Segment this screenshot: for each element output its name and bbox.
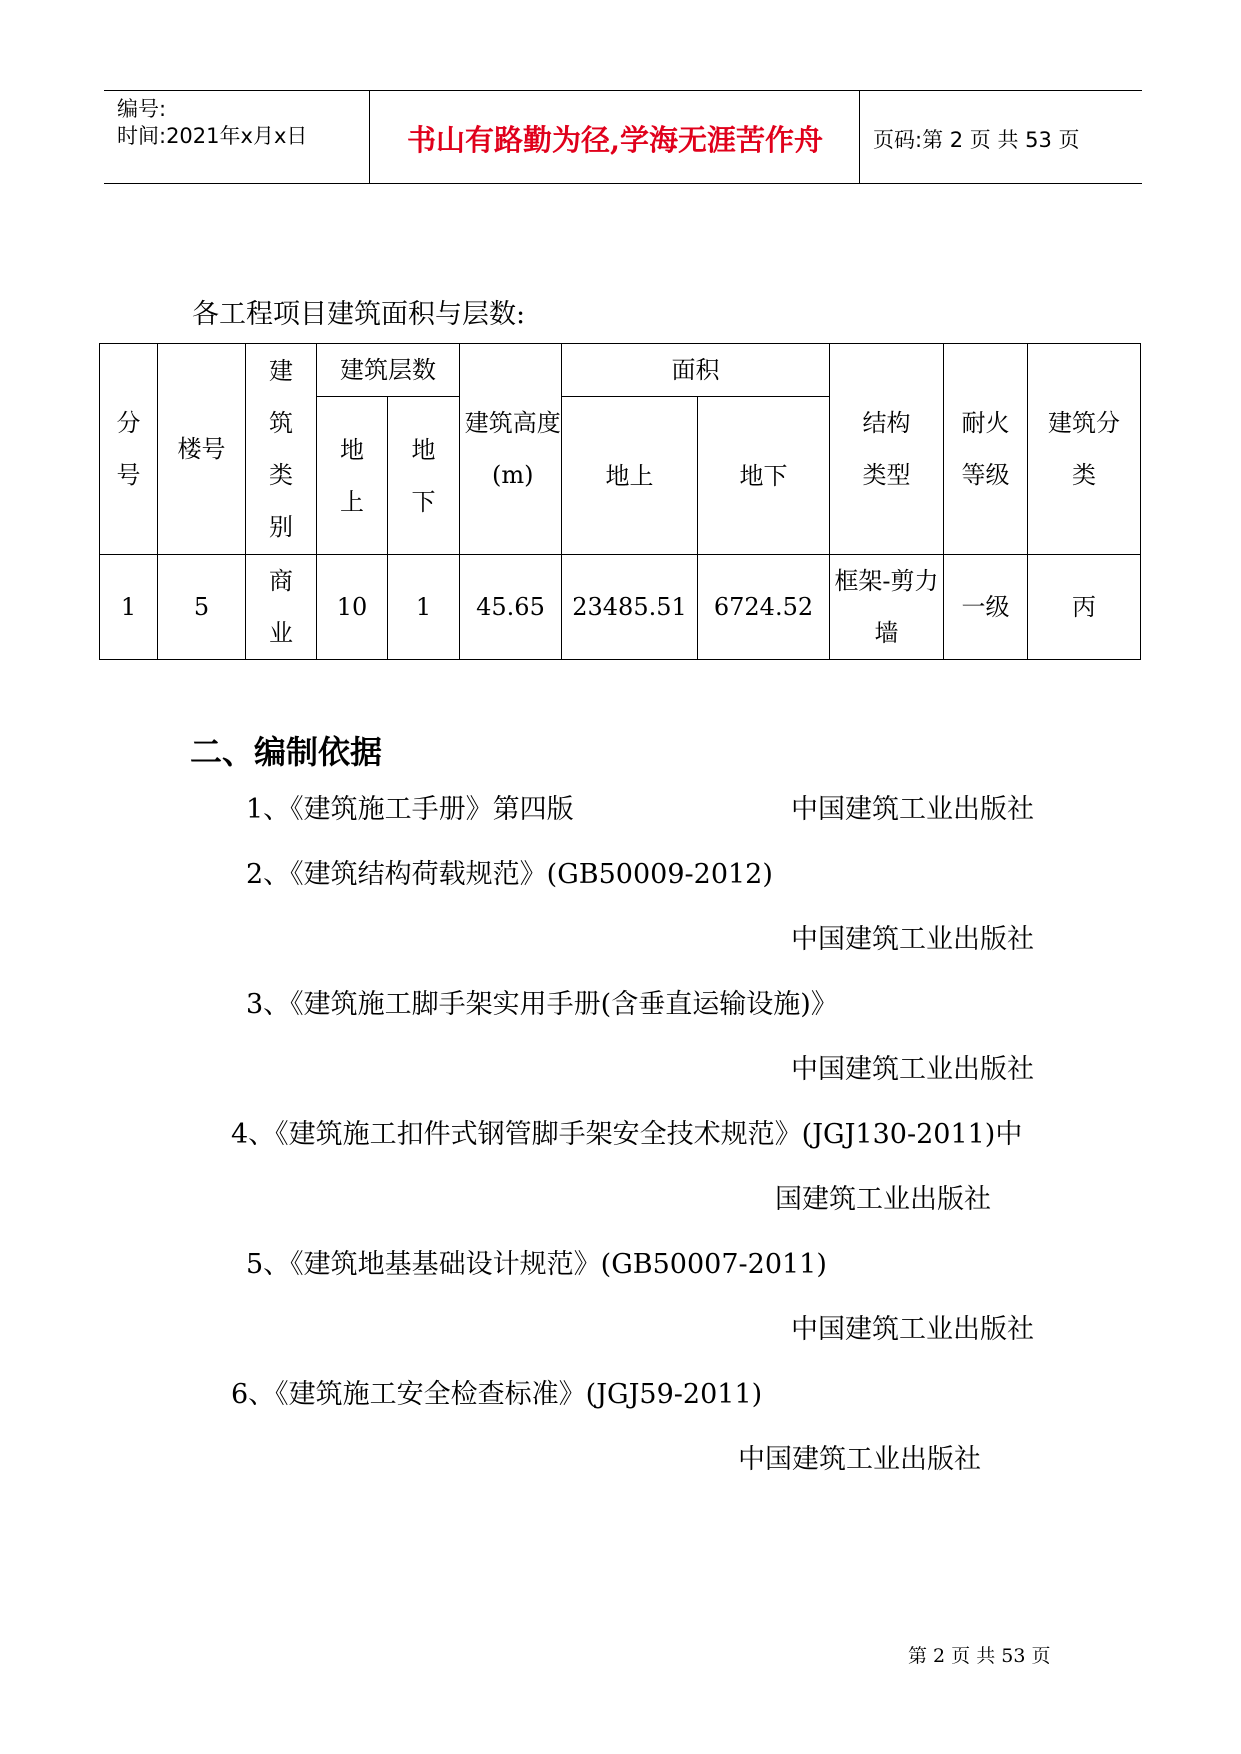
header-page-number: 页码:第 2 页 共 53 页 <box>873 128 1080 152</box>
reference-publisher: 中国建筑工业出版社 <box>791 1054 1034 1085</box>
table-intro: 各工程项目建筑面积与层数: <box>192 299 526 330</box>
building-info-table <box>99 343 1141 660</box>
reference-publisher: 中国建筑工业出版社 <box>791 1314 1034 1345</box>
document-date: 时间:2021年x月x日 <box>117 124 308 148</box>
header-cell-structure: 结构类型 <box>830 344 944 555</box>
reference-item: 4、《建筑施工扣件式钢管脚手架安全技术规范》(JGJ130-2011)中 <box>231 1119 1023 1150</box>
reference-publisher: 中国建筑工业出版社 <box>791 924 1034 955</box>
header-motto: 书山有路勤为径,学海无涯苦作舟 <box>406 123 824 157</box>
header-cell-area-above: 地上 <box>562 397 698 555</box>
header-cell-building: 楼号 <box>158 344 246 555</box>
header-cell-floors-above: 地上 <box>317 397 388 555</box>
cell-class: 丙 <box>1028 555 1141 660</box>
cell-floors-above: 10 <box>317 555 388 660</box>
header-cell-class: 建筑分类 <box>1028 344 1141 555</box>
header-top-rule <box>104 90 1142 91</box>
table-header-row <box>100 344 1141 397</box>
cell-fire: 一级 <box>944 555 1028 660</box>
reference-publisher: 国建筑工业出版社 <box>775 1184 991 1215</box>
reference-item: 6、《建筑施工安全检查标准》(JGJ59-2011) <box>231 1379 763 1410</box>
reference-publisher: 中国建筑工业出版社 <box>791 794 1034 825</box>
header-cell-type: 建筑类别 <box>246 344 317 555</box>
reference-publisher: 中国建筑工业出版社 <box>738 1444 981 1475</box>
reference-item: 2、《建筑结构荷载规范》(GB50009-2012) <box>246 859 773 890</box>
header-cell-height: 建筑高度(m) <box>460 344 562 555</box>
reference-item: 5、《建筑地基基础设计规范》(GB50007-2011) <box>246 1249 827 1280</box>
header-cell-part: 分号 <box>100 344 158 555</box>
header-cell-area-below: 地下 <box>698 397 830 555</box>
section-title: 二、编制依据 <box>190 733 383 771</box>
cell-structure: 框架-剪力墙 <box>830 555 944 660</box>
header-bottom-rule <box>104 183 1142 184</box>
reference-item: 3、《建筑施工脚手架实用手册(含垂直运输设施)》 <box>246 989 838 1020</box>
document-number-label: 编号: <box>117 97 167 121</box>
reference-item: 1、《建筑施工手册》第四版 <box>246 794 574 825</box>
header-cell-fire: 耐火等级 <box>944 344 1028 555</box>
cell-building: 5 <box>158 555 246 660</box>
page-footer: 第 2 页 共 53 页 <box>908 1645 1051 1667</box>
header-cell-area: 面积 <box>562 344 830 397</box>
cell-floors-below: 1 <box>388 555 460 660</box>
header-cell-floors: 建筑层数 <box>317 344 460 397</box>
cell-part: 1 <box>100 555 158 660</box>
cell-area-below: 6724.52 <box>698 555 830 660</box>
cell-area-above: 23485.51 <box>562 555 698 660</box>
cell-height: 45.65 <box>460 555 562 660</box>
header-cell-floors-below: 地下 <box>388 397 460 555</box>
table-row <box>100 555 1141 660</box>
cell-type: 商业 <box>246 555 317 660</box>
